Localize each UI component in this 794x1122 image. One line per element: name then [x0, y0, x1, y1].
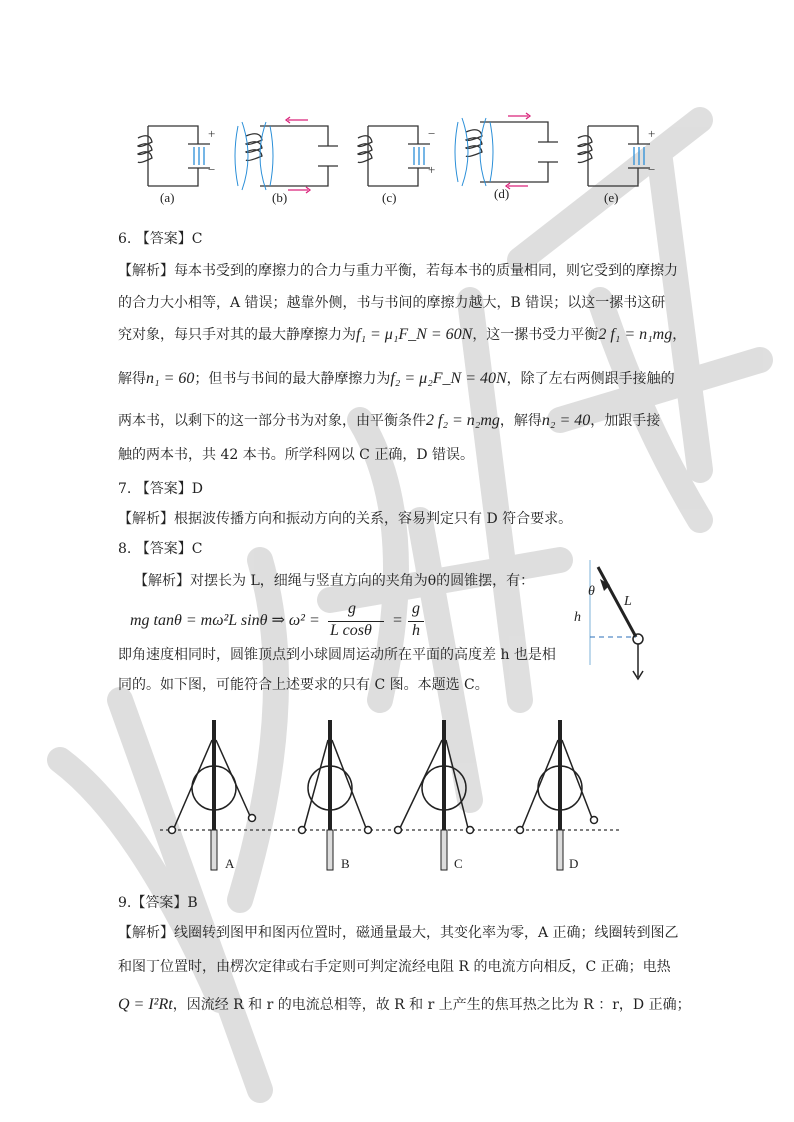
q6-line3a: 究对象，每只手对其的最大静摩擦力为: [118, 327, 356, 343]
q8-line3: 同的。如下图，可能符合上述要求的只有 C 图。本题选 C。: [118, 677, 489, 693]
q8-frac2-den: h: [412, 622, 420, 639]
sign-e-bot: −: [648, 162, 656, 177]
q6-answer: 6. 【答案】C: [118, 231, 203, 247]
q6-line6: 触的两本书，共 42 本书。所学科网以 C 正确，D 错误。: [118, 447, 475, 463]
q8-answer: 8. 【答案】C: [118, 541, 203, 557]
pendulum-theta: θ: [588, 584, 595, 599]
q9-line2: 和图丁位置时，由楞次定律或右手定则可判定流经电阻 R 的电流方向相反，C 正确；电热: [118, 959, 671, 975]
q8-line1: 【解析】对摆长为 L，细绳与竖直方向的夹角为θ的圆锥摆，有：: [134, 573, 535, 589]
option-label-d: D: [569, 856, 579, 871]
q6-line4a: 解得: [118, 371, 146, 387]
q6-line4: [118, 370, 675, 388]
sign-e-top: +: [648, 126, 656, 141]
q6-eq1: f₁ = μ₁F_N = 60N: [356, 326, 473, 343]
q6-line1: 【解析】每本书受到的摩擦力的合力与重力平衡，若每本书的质量相同，则它受到的摩擦力: [118, 263, 678, 279]
q6-line2: 的合力大小相等，A 错误；越靠外侧，书与书间的摩擦力越大，B 错误；以这一摞书这研: [118, 295, 666, 311]
q8-frac2-num: g: [412, 600, 420, 617]
sign-a-bot: −: [208, 162, 216, 177]
fig-label-c: (c): [382, 190, 397, 205]
q9-line3: [118, 996, 691, 1014]
option-label-a: A: [225, 856, 235, 871]
sign-c-top: −: [428, 126, 436, 141]
q8-frac1-num: g: [348, 600, 356, 617]
q8-eq-mid: =: [392, 612, 403, 629]
pendulum-h: h: [574, 610, 581, 625]
q6-eq3: n₁ = 60: [146, 370, 195, 387]
option-label-b: B: [341, 856, 350, 871]
sign-c-bot: +: [428, 162, 436, 177]
q6-line5a: 两本书，以剩下的这一部分书为对象，由平衡条件: [118, 413, 426, 429]
q6-line3c: ，: [672, 327, 687, 343]
q7-answer: 7. 【答案】D: [118, 481, 204, 497]
q6-eq6: n₂ = 40: [541, 412, 591, 429]
conical-pendulum-diagram: [560, 555, 670, 685]
q6-eq5: 2 f₂ = n₂mg: [426, 412, 500, 429]
q6-line4c: ，除了左右两侧跟手接触的: [506, 371, 675, 387]
q9-line1: 【解析】线圈转到图甲和图丙位置时，磁通量最大，其变化率为零，A 正确；线圈转到图乙: [118, 925, 679, 941]
q9-answer: 9.【答案】B: [118, 895, 198, 911]
fig-label-a: (a): [160, 190, 175, 205]
q6-line5c: ，加跟手接: [590, 413, 661, 429]
option-label-c: C: [454, 856, 463, 871]
q9-line3-text: ，因流经 R 和 r 的电流总相等，故 R 和 r 上产生的焦耳热之比为 R ：r，D 正确；: [172, 997, 691, 1013]
q6-line5b: ，解得: [499, 413, 542, 429]
q7-line1: 【解析】根据波传播方向和振动方向的关系，容易判定只有 D 符合要求。: [118, 511, 573, 527]
fig-label-d: (d): [494, 186, 510, 201]
lc-oscillation-figure: [120, 108, 680, 208]
fig-label-e: (e): [604, 190, 619, 205]
q6-eq4: f₂ = μ₂F_N = 40N: [390, 370, 507, 387]
q8-eq-left: mg tanθ = mω²L sinθ ⇒ ω² =: [130, 612, 320, 629]
q8-line2: 即角速度相同时，圆锥顶点到小球圆周运动所在平面的高度差 h 也是相: [118, 647, 556, 663]
q6-eq2: 2 f₁ = n₁mg: [598, 326, 673, 343]
q9-eq: Q = I²Rt: [118, 996, 173, 1013]
q6-line5: [118, 412, 660, 430]
pendulum-L: L: [624, 594, 632, 609]
sign-a-top: +: [208, 126, 216, 141]
q6-line4b: ；但书与书间的最大静摩擦力为: [194, 371, 391, 387]
q8-frac1-den: L cosθ: [330, 622, 372, 639]
fig-label-b: (b): [272, 190, 288, 205]
q6-line3b: ，这一摞书受力平衡: [472, 327, 599, 343]
q6-line3: [118, 326, 686, 344]
